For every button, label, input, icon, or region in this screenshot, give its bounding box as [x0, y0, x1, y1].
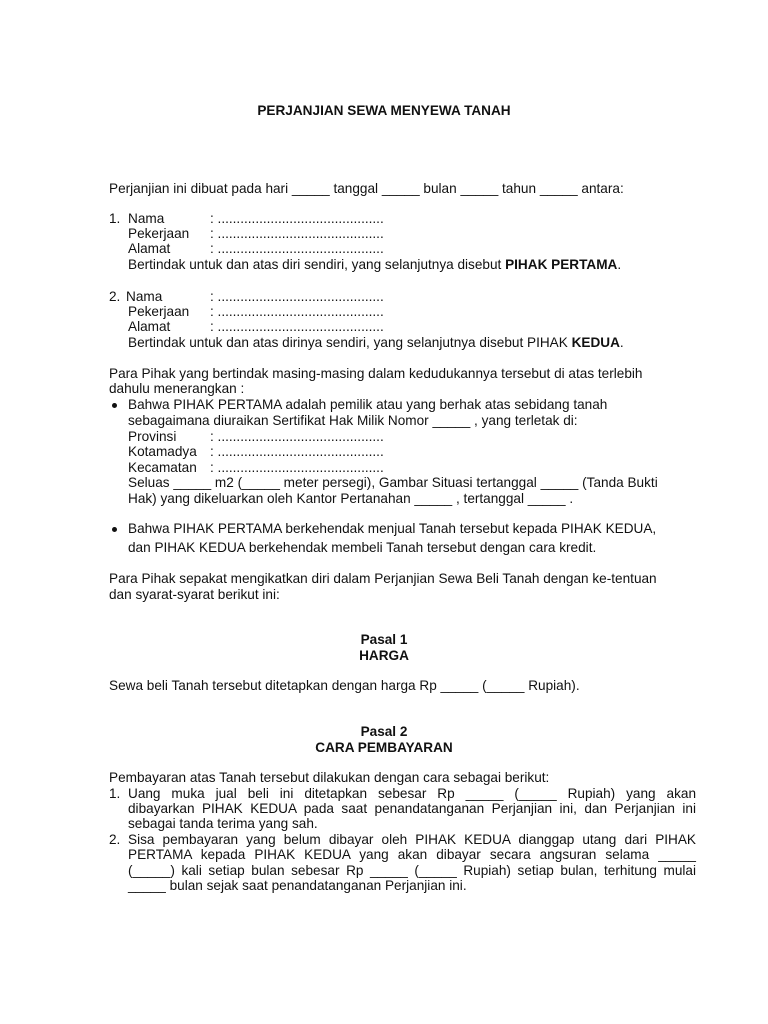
pasal2-item1-line-2: dibayarkan PIHAK KEDUA pada saat penandatanganan Perjanjian ini, dan Perjanjian ini	[128, 801, 696, 816]
pasal2-item1-number: 1.	[109, 786, 121, 801]
party1-pekerjaan-label: Pekerjaan	[128, 226, 190, 241]
kecamatan-dots: : ............................................	[210, 460, 384, 475]
provinsi-dots: : ............................................	[210, 429, 384, 444]
pasal2-title: CARA PEMBAYARAN	[315, 740, 453, 755]
kotamadya-dots: : ............................................	[210, 444, 384, 459]
bullet1-line-1: Bahwa PIHAK PERTAMA adalah pemilik atau yang berhak atas sebidang tanah	[128, 397, 608, 412]
party2-alamat-label: Alamat	[128, 319, 171, 334]
pasal1-text: Sewa beli Tanah tersebut ditetapkan dengan harga Rp _____ (_____ Rupiah).	[109, 678, 580, 693]
party2-pekerjaan-label: Pekerjaan	[128, 304, 190, 319]
bullet1-line-6: Seluas _____ m2 (_____ meter persegi), Gambar Situasi tertanggal _____ (Tanda Bukti	[128, 475, 658, 490]
pasal2-item2-line-4: _____ bulan sejak saat penandatanganan Perjanjian ini.	[128, 878, 467, 893]
kecamatan-label: Kecamatan	[128, 460, 197, 475]
party1-statement: Bertindak untuk dan atas diri sendiri, yang selanjutnya disebut PIHAK PERTAMA.	[128, 257, 622, 272]
pasal1-number: Pasal 1	[360, 632, 408, 647]
pasal2-item2-number: 2.	[109, 832, 121, 847]
pasal2-item2-line-1: Sisa pembayaran yang belum dibayar oleh PIHAK KEDUA dianggap utang dari PIHAK	[128, 832, 696, 847]
party2-number: 2.	[109, 289, 121, 304]
party2-nama-label: Nama	[126, 289, 163, 304]
agree-line-1: Para Pihak sepakat mengikatkan diri dalam Perjanjian Sewa Beli Tanah dengan ke-tentuan	[109, 571, 657, 586]
pasal2-item2-line-2: PERTAMA kepada PIHAK KEDUA yang akan dibayar secara angsuran selama _____	[128, 847, 696, 862]
party1-alamat-label: Alamat	[128, 241, 171, 256]
bullet1-line-2: sebagaimana diuraikan Sertifikat Hak Milik Nomor _____ , yang terletak di:	[128, 413, 578, 428]
recital-line-2: dahulu menerangkan :	[109, 381, 245, 396]
kotamadya-label: Kotamadya	[128, 444, 197, 459]
recital-line-1: Para Pihak yang bertindak masing-masing dalam kedudukannya tersebut di atas terlebih	[109, 366, 643, 381]
party2-alamat-dots: : ............................................	[210, 319, 384, 334]
bullet-icon	[112, 527, 117, 532]
party2-pekerjaan-dots: : ............................................	[210, 304, 384, 319]
bullet2-line-1: Bahwa PIHAK PERTAMA berkehendak menjual Tanah tersebut kepada PIHAK KEDUA,	[128, 521, 657, 536]
party1-nama-dots: : ............................................	[210, 211, 384, 226]
party1-nama-label: Nama	[128, 211, 165, 226]
pasal2-intro: Pembayaran atas Tanah tersebut dilakukan dengan cara sebagai berikut:	[109, 770, 550, 785]
pasal1-title: HARGA	[359, 648, 409, 663]
pasal2-item1-line-3: sebagai tanda terima yang sah.	[128, 816, 318, 831]
document-title: PERJANJIAN SEWA MENYEWA TANAH	[257, 103, 511, 118]
party1-pekerjaan-dots: : ............................................	[210, 226, 384, 241]
agree-line-2: dan syarat-syarat berikut ini:	[109, 587, 280, 602]
bullet-icon	[112, 403, 117, 408]
pasal2-item1-line-1: Uang muka jual beli ini ditetapkan sebesar Rp _____ (_____ Rupiah) yang akan	[128, 786, 696, 801]
intro-line: Perjanjian ini dibuat pada hari _____ tanggal _____ bulan _____ tahun _____ antara:	[109, 181, 624, 196]
party2-nama-dots: : ............................................	[210, 289, 384, 304]
party2-statement: Bertindak untuk dan atas dirinya sendiri, yang selanjutnya disebut PIHAK KEDUA.	[128, 335, 624, 350]
bullet2-line-2: dan PIHAK KEDUA berkehendak membeli Tanah tersebut dengan cara kredit.	[128, 540, 597, 555]
bullet1-line-7: Hak) yang dikeluarkan oleh Kantor Pertanahan _____ , tertanggal _____ .	[128, 491, 574, 506]
party1-number: 1.	[109, 211, 121, 226]
provinsi-label: Provinsi	[128, 429, 177, 444]
pasal2-number: Pasal 2	[360, 724, 408, 739]
pasal2-item2-line-3: (_____) kali setiap bulan sebesar Rp _____ (_____ Rupiah) setiap bulan, terhitung mulai	[128, 863, 696, 878]
party1-alamat-dots: : ............................................	[210, 241, 384, 256]
